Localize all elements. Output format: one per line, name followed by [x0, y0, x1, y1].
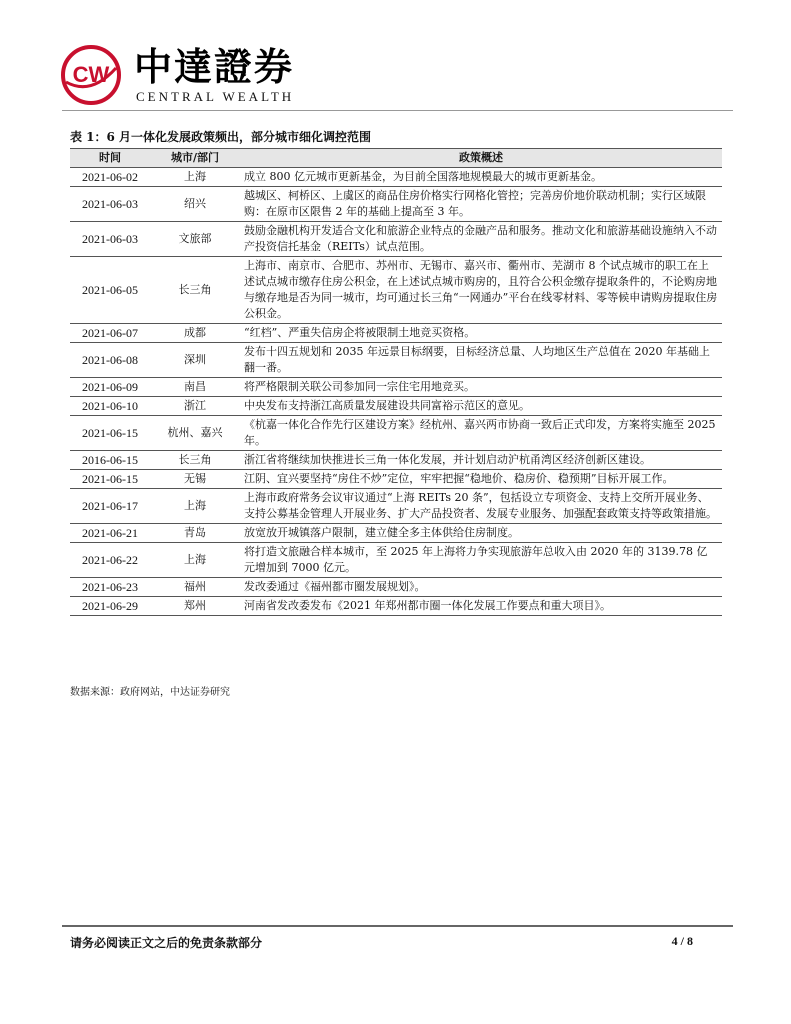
row-city: 绍兴: [150, 187, 240, 222]
table-caption: 表 1：6 月一体化发展政策频出，部分城市细化调控范围: [70, 130, 372, 144]
row-date: 2021-06-15: [70, 470, 150, 489]
footer-disclaimer: 请务必阅读正文之后的免责条款部分: [70, 936, 263, 950]
logo-mark-text: CW: [72, 62, 110, 87]
row-city: 长三角: [150, 257, 240, 324]
row-description: 发布十四五规划和 2035 年远景目标纲要，目标经济总量、人均地区生产总值在 2020 年基础上翻一番。: [240, 343, 722, 378]
row-description: 河南省发改委发布《2021 年郑州都市圈一体化发展工作要点和重大项目》。: [240, 597, 722, 616]
company-name-en: CENTRAL WEALTH: [136, 89, 295, 104]
table-row: [70, 489, 722, 524]
row-description: 越城区、柯桥区、上虞区的商品住房价格实行网格化管控；完善房价地价联动机制；实行区域限购：在原市区限售 2 年的基础上提高至 3 年。: [240, 187, 722, 222]
row-date: 2021-06-05: [70, 257, 150, 324]
row-description: 《杭嘉一体化合作先行区建设方案》经杭州、嘉兴两市协商一致后正式印发，方案将实施至 2025 年。: [240, 416, 722, 451]
row-city: 杭州、嘉兴: [150, 416, 240, 451]
row-city: 郑州: [150, 597, 240, 616]
row-city: 福州: [150, 578, 240, 597]
table-row: [70, 397, 722, 416]
table-row: [70, 578, 722, 597]
row-description: 中央发布支持浙江高质量发展建设共同富裕示范区的意见。: [240, 397, 722, 416]
row-date: 2021-06-22: [70, 543, 150, 578]
row-city: 深圳: [150, 343, 240, 378]
row-description: 上海市政府常务会议审议通过“上海 REITs 20 条”，包括设立专项资金、支持上交所开展业务、支持公募基金管理人开展业务、扩大产品投资者、发展专业服务、加强配套政策支持等政策措施。: [240, 489, 722, 524]
table-row: [70, 343, 722, 378]
row-description: 成立 800 亿元城市更新基金，为目前全国落地规模最大的城市更新基金。: [240, 168, 722, 187]
column-header-policy: 政策概述: [240, 149, 722, 168]
row-date: 2021-06-02: [70, 168, 150, 187]
policy-table: [70, 148, 722, 616]
row-date: 2021-06-08: [70, 343, 150, 378]
row-date: 2021-06-09: [70, 378, 150, 397]
row-city: 青岛: [150, 524, 240, 543]
cw-logo-icon: [60, 44, 122, 106]
table-row: [70, 451, 722, 470]
table-row: [70, 543, 722, 578]
row-city: 文旅部: [150, 222, 240, 257]
header-divider: [62, 110, 733, 111]
table-row: [70, 524, 722, 543]
table-header-row: [70, 149, 722, 168]
row-description: 鼓励金融机构开发适合文化和旅游企业特点的金融产品和服务。推动文化和旅游基础设施纳入不动产投资信托基金（REITs）试点范围。: [240, 222, 722, 257]
row-date: 2021-06-21: [70, 524, 150, 543]
row-description: 浙江省将继续加快推进长三角一体化发展，并计划启动沪杭甬湾区经济创新区建设。: [240, 451, 722, 470]
row-date: 2021-06-17: [70, 489, 150, 524]
row-city: 南昌: [150, 378, 240, 397]
table-row: [70, 378, 722, 397]
row-date: 2021-06-10: [70, 397, 150, 416]
row-description: 上海市、南京市、合肥市、苏州市、无锡市、嘉兴市、衢州市、芜湖市 8 个试点城市的职工在上述试点城市缴存住房公积金，在上述试点城市购房的，且符合公积金缴存提取条件的，不论购房地与缴存地是否为同一城市，均可通过长三角“一网通办”平台在线零材料、零等候申请购房提取住房公积金。: [240, 257, 722, 324]
page-number: 4 / 8: [671, 934, 693, 948]
row-description: 将打造文旅融合样本城市，至 2025 年上海将力争实现旅游年总收入由 2020 年的 3139.78 亿元增加到 7000 亿元。: [240, 543, 722, 578]
row-description: 将严格限制关联公司参加同一宗住宅用地竞买。: [240, 378, 722, 397]
column-header-date: 时间: [70, 149, 150, 168]
row-description: “红档”、严重失信房企将被限制土地竞买资格。: [240, 324, 722, 343]
row-date: 2016-06-15: [70, 451, 150, 470]
row-date: 2021-06-15: [70, 416, 150, 451]
company-name-cn: 中達證券: [134, 44, 295, 89]
row-city: 无锡: [150, 470, 240, 489]
footer-divider: [62, 925, 733, 927]
table-row: [70, 470, 722, 489]
row-city: 上海: [150, 489, 240, 524]
row-description: 放宽放开城镇落户限制，建立健全多主体供给住房制度。: [240, 524, 722, 543]
column-header-city: 城市/部门: [150, 149, 240, 168]
table-row: [70, 222, 722, 257]
table-row: [70, 257, 722, 324]
row-city: 成都: [150, 324, 240, 343]
row-city: 浙江: [150, 397, 240, 416]
table-row: [70, 597, 722, 616]
row-date: 2021-06-03: [70, 222, 150, 257]
row-city: 上海: [150, 543, 240, 578]
table-row: [70, 324, 722, 343]
row-date: 2021-06-29: [70, 597, 150, 616]
row-description: 江阴、宜兴要坚持“房住不炒”定位，牢牢把握“稳地价、稳房价、稳预期”目标开展工作。: [240, 470, 722, 489]
table-row: [70, 187, 722, 222]
row-date: 2021-06-03: [70, 187, 150, 222]
row-date: 2021-06-07: [70, 324, 150, 343]
data-source-note: 数据来源：政府网站，中达证券研究: [70, 687, 230, 698]
row-city: 长三角: [150, 451, 240, 470]
company-logo: [60, 44, 320, 106]
row-date: 2021-06-23: [70, 578, 150, 597]
row-city: 上海: [150, 168, 240, 187]
row-description: 发改委通过《福州都市圈发展规划》。: [240, 578, 722, 597]
table-row: [70, 168, 722, 187]
table-row: [70, 416, 722, 451]
